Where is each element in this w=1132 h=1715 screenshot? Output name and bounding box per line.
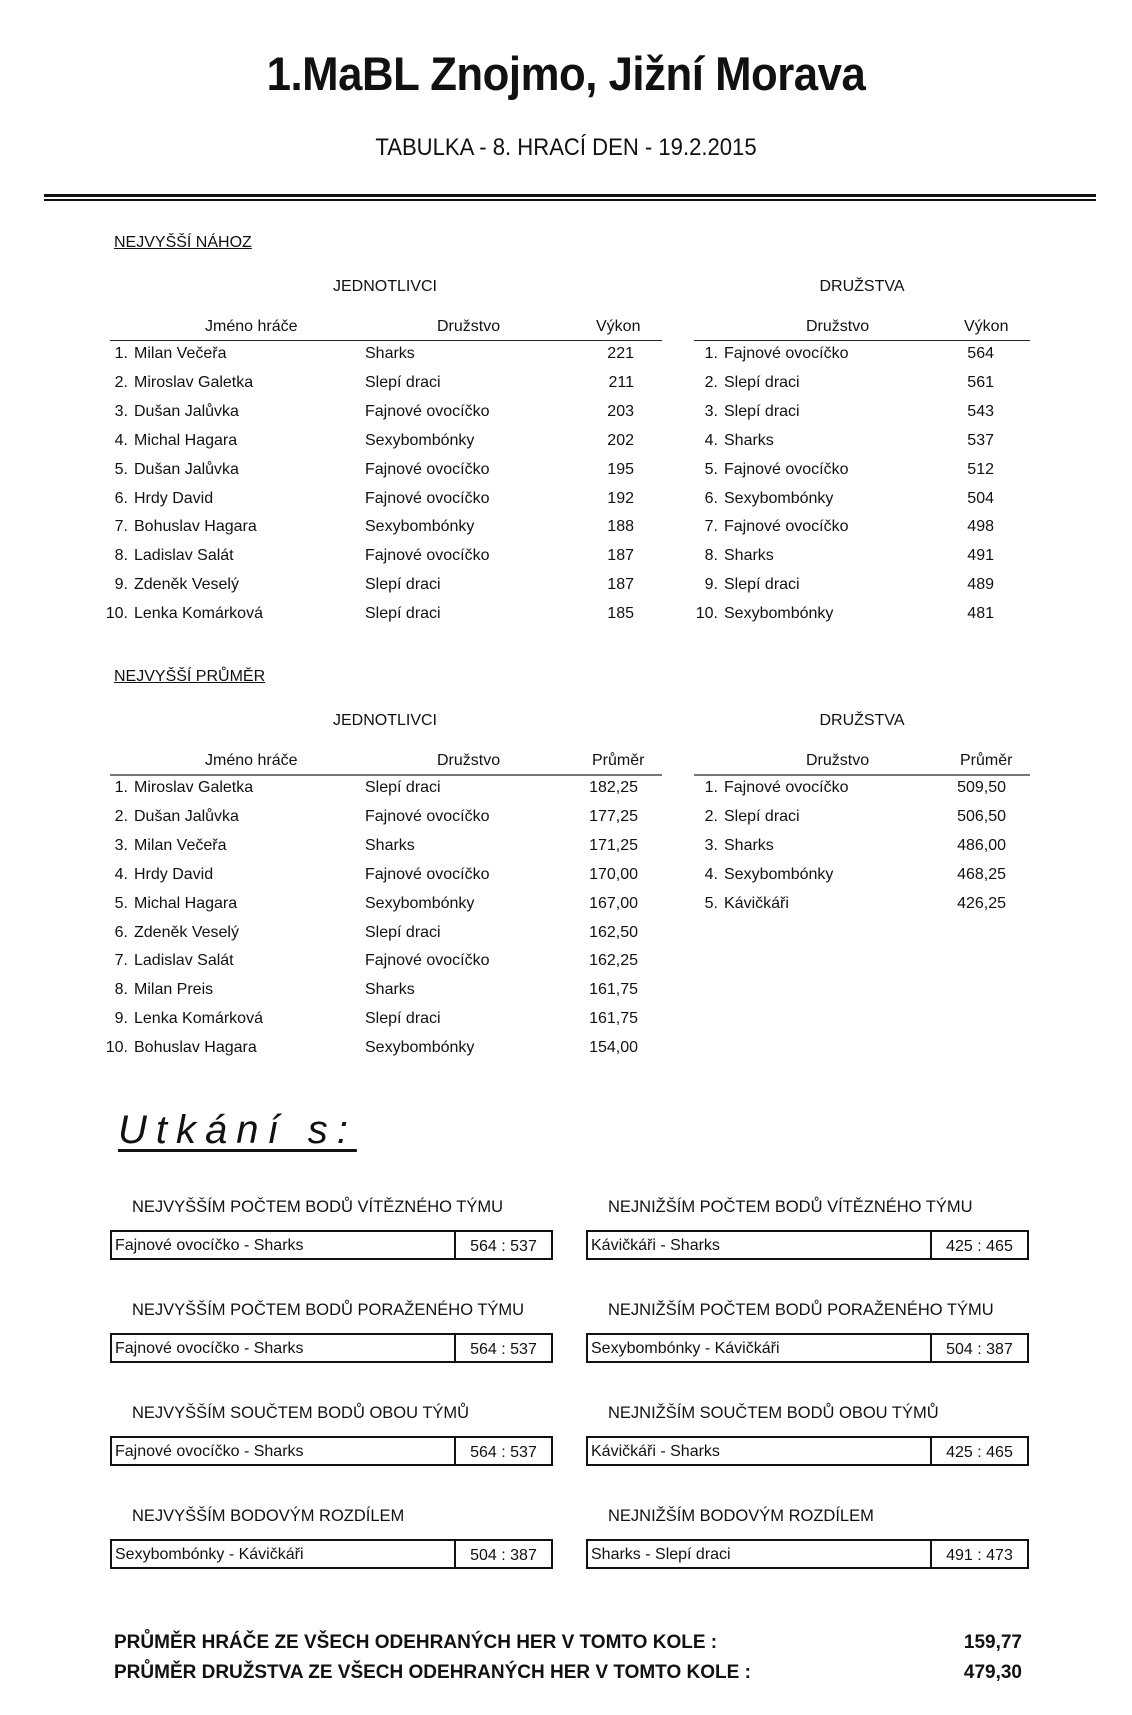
table-row (110, 547, 662, 576)
match-teams: Sharks - Slepí draci (591, 1546, 731, 1563)
team-name: Slepí draci (365, 923, 441, 941)
team-name: Fajnové ovocíčko (365, 489, 490, 507)
match-score: 491 : 473 (946, 1547, 1013, 1564)
score-value: 171,25 (589, 836, 638, 854)
table-row (110, 924, 662, 953)
rank: 10. (695, 605, 718, 623)
match-caption: NEJVYŠŠÍM POČTEM BODŮ PORAŽENÉHO TÝMU (132, 1301, 525, 1319)
rank: 1. (114, 345, 128, 362)
matches-heading: Utkání s: (118, 1108, 357, 1152)
table-row (110, 895, 662, 924)
score-value: 506,50 (957, 807, 1006, 825)
score-value: 486,00 (957, 836, 1006, 854)
table-row (110, 576, 662, 605)
match-score: 504 : 387 (946, 1341, 1013, 1358)
group-title-individuals: JEDNOTLIVCI (332, 278, 437, 295)
team-name: Sexybombónky (365, 518, 475, 536)
score-value: 426,25 (957, 894, 1006, 912)
rank: 4. (114, 431, 128, 449)
score-value: 187 (607, 547, 634, 565)
section-title-nahoz: NEJVYŠŠÍ NÁHOZ (114, 234, 252, 251)
column-header: Výkon (596, 318, 641, 335)
rank: 7. (114, 518, 128, 536)
rank: 5. (114, 460, 128, 478)
rank: 3. (114, 402, 128, 420)
score-value: 187 (607, 576, 634, 594)
rank: 8. (704, 547, 718, 565)
header-rule (694, 774, 1030, 776)
rank: 9. (114, 1010, 128, 1028)
match-result-box (110, 1436, 553, 1466)
player-name: Ladislav Salát (134, 952, 234, 970)
rank: 4. (704, 865, 718, 883)
table-row (694, 808, 1030, 837)
table-row (694, 605, 1030, 634)
match-caption: NEJNIŽŠÍM POČTEM BODŮ PORAŽENÉHO TÝMU (608, 1301, 994, 1319)
rank: 8. (114, 981, 128, 999)
rank: 6. (114, 489, 128, 507)
rank: 9. (114, 576, 128, 594)
score-value: 537 (967, 431, 994, 449)
table-row (110, 403, 662, 432)
player-name: Michal Hagara (134, 431, 238, 449)
rank: 7. (114, 952, 128, 970)
score-value: 561 (967, 373, 994, 391)
rank: 5. (704, 894, 718, 912)
match-score: 425 : 465 (946, 1238, 1013, 1255)
score-value: 170,00 (589, 865, 638, 883)
score-value: 498 (967, 518, 994, 536)
score-value: 489 (967, 576, 994, 594)
prumer-individuals-table (105, 752, 662, 1062)
score-value: 177,25 (589, 807, 638, 825)
column-header: Družstvo (806, 318, 870, 335)
team-name: Slepí draci (365, 576, 441, 594)
rank: 6. (114, 923, 128, 941)
table-row (694, 895, 1030, 924)
table-row (694, 461, 1030, 490)
player-name: Lenka Komárková (134, 605, 263, 623)
team-name: Slepí draci (724, 373, 800, 391)
match-result-box (586, 1436, 1029, 1466)
team-name: Sexybombónky (365, 431, 475, 449)
team-average-label: PRŮMĚR DRUŽSTVA ZE VŠECH ODEHRANÝCH HER V TOMTO KOLE : (114, 1662, 751, 1683)
match-result-box (586, 1333, 1029, 1363)
table-row (110, 432, 662, 461)
team-name: Fajnové ovocíčko (365, 865, 490, 883)
rank: 3. (704, 402, 718, 420)
column-header: Družstvo (806, 752, 870, 769)
match-teams: Sexybombónky - Kávičkáři (591, 1340, 780, 1357)
score-value: 162,50 (589, 923, 638, 941)
team-name: Sharks (724, 431, 774, 449)
rank: 5. (704, 460, 718, 478)
player-name: Michal Hagara (134, 894, 238, 912)
column-header: Jméno hráče (205, 752, 298, 769)
score-value: 509,50 (957, 779, 1006, 796)
player-name: Bohuslav Hagara (134, 1039, 257, 1057)
rank: 2. (704, 807, 718, 825)
match-teams: Fajnové ovocíčko - Sharks (115, 1340, 304, 1357)
player-name: Dušan Jalůvka (134, 402, 239, 420)
team-name: Sexybombónky (365, 1039, 475, 1057)
score-value: 504 (967, 489, 994, 507)
column-header: Průměr (960, 752, 1013, 769)
score-value: 203 (607, 402, 634, 420)
score-value: 481 (967, 605, 994, 623)
match-score: 564 : 537 (470, 1238, 537, 1255)
player-average-label: PRŮMĚR HRÁČE ZE VŠECH ODEHRANÝCH HER V TOMTO KOLE : (114, 1632, 718, 1653)
player-name: Dušan Jalůvka (134, 807, 239, 825)
rank: 4. (114, 865, 128, 883)
rank: 3. (114, 836, 128, 854)
score-value: 154,00 (589, 1039, 638, 1057)
table-row (694, 576, 1030, 605)
table-row (110, 981, 662, 1010)
table-row (110, 837, 662, 866)
team-name: Fajnové ovocíčko (365, 807, 490, 825)
header-rule (694, 340, 1030, 341)
rank: 2. (704, 373, 718, 391)
header-rule (110, 340, 662, 341)
team-name: Slepí draci (365, 779, 441, 796)
table-row (694, 547, 1030, 576)
team-name: Fajnové ovocíčko (724, 779, 849, 796)
table-row (110, 779, 662, 808)
nahoz-individuals-table (105, 318, 662, 628)
match-score: 564 : 537 (470, 1341, 537, 1358)
table-row (110, 808, 662, 837)
group-title-individuals: JEDNOTLIVCI (332, 712, 437, 729)
score-value: 202 (607, 431, 634, 449)
rank: 1. (704, 345, 718, 362)
score-value: 188 (607, 518, 634, 536)
page-subtitle: TABULKA - 8. HRACÍ DEN - 19.2.2015 (375, 134, 757, 161)
table-row (110, 866, 662, 895)
team-name: Sharks (365, 981, 415, 999)
prumer-teams-table (694, 752, 1030, 952)
player-name: Miroslav Galetka (134, 779, 254, 796)
match-teams: Kávičkáři - Sharks (591, 1443, 720, 1460)
table-row (694, 403, 1030, 432)
rank: 2. (114, 807, 128, 825)
match-caption: NEJVYŠŠÍM BODOVÝM ROZDÍLEM (132, 1507, 405, 1525)
player-name: Lenka Komárková (134, 1010, 263, 1028)
player-name: Bohuslav Hagara (134, 518, 257, 536)
rank: 10. (105, 1039, 128, 1057)
table-row (694, 518, 1030, 547)
rank: 10. (105, 605, 128, 623)
rank: 1. (114, 779, 128, 796)
score-value: 192 (607, 489, 634, 507)
match-result-box (586, 1230, 1029, 1260)
team-name: Kávičkáři (724, 894, 789, 912)
match-caption: NEJNIŽŠÍM BODOVÝM ROZDÍLEM (608, 1507, 874, 1525)
team-name: Fajnové ovocíčko (724, 345, 849, 362)
team-name: Sharks (365, 345, 415, 362)
match-score: 425 : 465 (946, 1444, 1013, 1461)
team-average-value: 479,30 (963, 1662, 1022, 1683)
team-name: Fajnové ovocíčko (724, 518, 849, 536)
score-value: 543 (967, 402, 994, 420)
rank: 7. (704, 518, 718, 536)
team-name: Slepí draci (365, 373, 441, 391)
team-name: Fajnové ovocíčko (365, 547, 490, 565)
team-name: Fajnové ovocíčko (365, 952, 490, 970)
table-row (110, 345, 662, 374)
score-value: 211 (608, 373, 634, 391)
score-value: 468,25 (957, 865, 1006, 883)
header-rule (110, 774, 662, 776)
header-divider (44, 199, 1096, 201)
match-score: 564 : 537 (470, 1444, 537, 1461)
team-name: Sharks (724, 836, 774, 854)
group-title-teams: DRUŽSTVA (819, 712, 905, 729)
section-title-prumer: NEJVYŠŠÍ PRŮMĚR (114, 668, 266, 685)
score-value: 182,25 (589, 779, 638, 796)
match-teams: Fajnové ovocíčko - Sharks (115, 1237, 304, 1254)
player-name: Hrdy David (134, 489, 214, 507)
match-result-box (110, 1333, 553, 1363)
team-name: Fajnové ovocíčko (724, 460, 849, 478)
match-caption: NEJVYŠŠÍM POČTEM BODŮ VÍTĚZNÉHO TÝMU (132, 1198, 503, 1216)
column-header: Jméno hráče (205, 318, 298, 335)
table-row (110, 490, 662, 519)
score-value: 161,75 (589, 981, 638, 999)
match-teams: Sexybombónky - Kávičkáři (115, 1546, 304, 1563)
team-name: Slepí draci (724, 807, 800, 825)
team-name: Sharks (365, 836, 415, 854)
score-value: 161,75 (589, 1010, 638, 1028)
player-name: Dušan Jalůvka (134, 460, 239, 478)
team-name: Sexybombónky (724, 605, 834, 623)
column-header: Průměr (592, 752, 645, 769)
score-value: 195 (607, 460, 634, 478)
table-row (110, 1010, 662, 1039)
player-name: Zdeněk Veselý (134, 576, 239, 594)
team-name: Slepí draci (365, 1010, 441, 1028)
rank: 3. (704, 836, 718, 854)
match-caption: NEJNIŽŠÍM POČTEM BODŮ VÍTĚZNÉHO TÝMU (608, 1198, 973, 1216)
score-value: 491 (967, 547, 994, 565)
table-row (110, 952, 662, 981)
team-name: Slepí draci (365, 605, 441, 623)
player-name: Milan Preis (134, 981, 214, 999)
score-value: 221 (607, 345, 634, 362)
table-row (110, 518, 662, 547)
match-teams: Kávičkáři - Sharks (591, 1237, 720, 1254)
table-row (694, 866, 1030, 895)
match-result-box (110, 1230, 553, 1260)
player-average-value: 159,77 (963, 1632, 1022, 1653)
score-value: 162,25 (589, 952, 638, 970)
match-caption: NEJNIŽŠÍM SOUČTEM BODŮ OBOU TÝMŮ (608, 1404, 939, 1422)
player-name: Hrdy David (134, 865, 214, 883)
table-row (110, 461, 662, 490)
column-header: Družstvo (437, 752, 501, 769)
score-value: 512 (967, 460, 994, 478)
score-value: 185 (607, 605, 634, 623)
table-row (694, 490, 1030, 519)
rank: 2. (114, 373, 128, 391)
score-value: 564 (967, 345, 994, 362)
table-row (694, 779, 1030, 808)
table-row (694, 345, 1030, 374)
team-name: Sexybombónky (724, 865, 834, 883)
table-row (694, 837, 1030, 866)
match-score: 504 : 387 (470, 1547, 537, 1564)
column-header: Výkon (964, 318, 1009, 335)
player-name: Milan Večeřa (134, 345, 227, 362)
team-name: Sexybombónky (365, 894, 475, 912)
match-result-box (110, 1539, 553, 1569)
match-result-box (586, 1539, 1029, 1569)
player-name: Zdeněk Veselý (134, 923, 239, 941)
team-name: Sharks (724, 547, 774, 565)
table-row (110, 374, 662, 403)
team-name: Slepí draci (724, 402, 800, 420)
page-title: 1.MaBL Znojmo, Jižní Morava (266, 47, 866, 100)
team-name: Slepí draci (724, 576, 800, 594)
player-name: Miroslav Galetka (134, 373, 254, 391)
match-caption: NEJVYŠŠÍM SOUČTEM BODŮ OBOU TÝMŮ (132, 1404, 470, 1422)
table-row (105, 605, 662, 634)
rank: 5. (114, 894, 128, 912)
rank: 9. (704, 576, 718, 594)
player-name: Milan Večeřa (134, 836, 227, 854)
score-value: 167,00 (589, 894, 638, 912)
table-row (694, 374, 1030, 403)
player-name: Ladislav Salát (134, 547, 234, 565)
rank: 8. (114, 547, 128, 565)
table-row (694, 432, 1030, 461)
table-row (105, 1039, 662, 1068)
column-header: Družstvo (437, 318, 501, 335)
header-divider (44, 194, 1096, 197)
rank: 4. (704, 431, 718, 449)
rank: 6. (704, 489, 718, 507)
match-teams: Fajnové ovocíčko - Sharks (115, 1443, 304, 1460)
nahoz-teams-table (694, 318, 1030, 628)
team-name: Fajnové ovocíčko (365, 460, 490, 478)
group-title-teams: DRUŽSTVA (819, 278, 905, 295)
rank: 1. (704, 779, 718, 796)
team-name: Fajnové ovocíčko (365, 402, 490, 420)
team-name: Sexybombónky (724, 489, 834, 507)
